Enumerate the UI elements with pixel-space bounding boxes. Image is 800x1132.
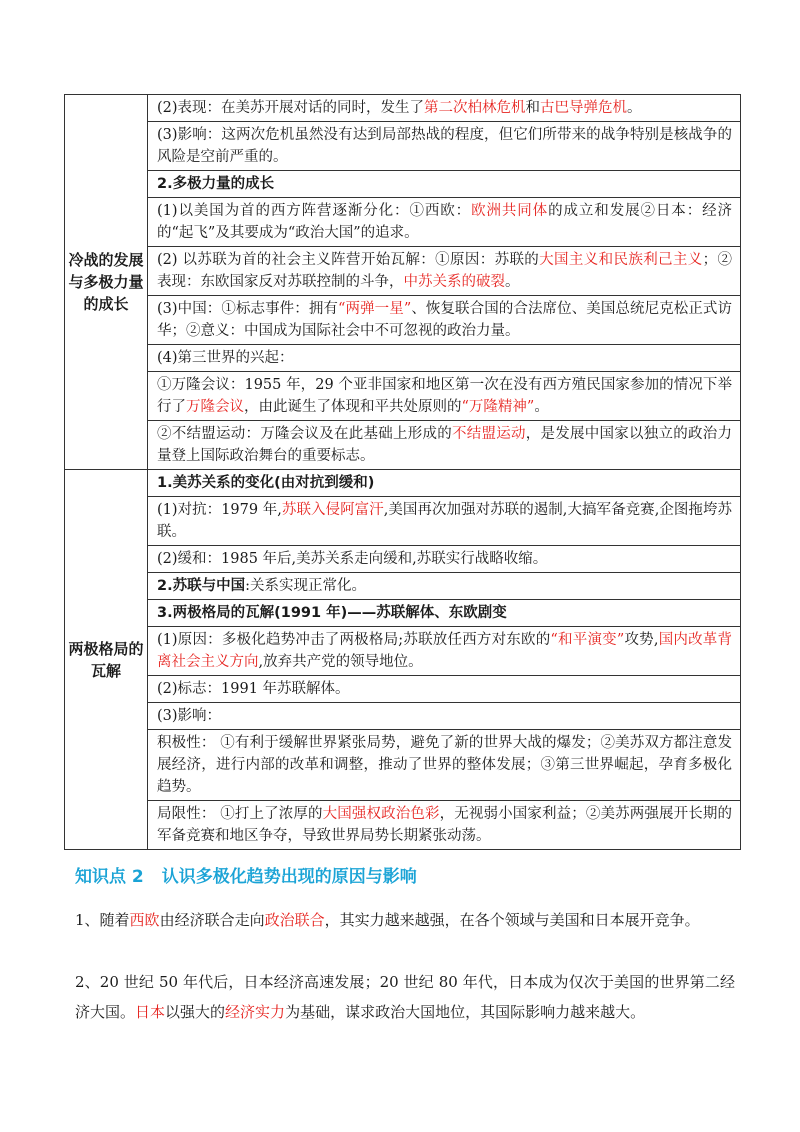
- list-item: (2) 以苏联为首的社会主义阵营开始瓦解：①原因：苏联的大国主义和民族利己主义；②表现：东欧国家反对苏联控制的斗争，中苏关系的破裂。: [148, 247, 740, 296]
- row-label: 冷战的发展与多极力量的成长: [65, 95, 148, 470]
- list-item: 局限性： ①打上了浓厚的大国强权政治色彩，无视弱小国家利益；②美苏两强展开长期的军备竞赛和地区争夺，导致世界局势长期紧张动荡。: [157, 806, 733, 844]
- row-content: [148, 95, 741, 470]
- list-item: 2.苏联与中国:关系实现正常化。: [148, 573, 740, 600]
- list-item: (3)中国：①标志事件：拥有“两弹一星”、恢复联合国的合法席位、美国总统尼克松正式访华；②意义：中国成为国际社会中不可忽视的政治力量。: [148, 296, 740, 345]
- row-content: [148, 470, 741, 850]
- list-item: (2)缓和：1985 年后,美苏关系走向缓和,苏联实行战略收缩。: [148, 546, 740, 573]
- list-item: ①万隆会议：1955 年，29 个亚非国家和地区第一次在没有西方殖民国家参加的情况下举行了万隆会议，由此诞生了体现和平共处原则的“万隆精神”。: [148, 372, 740, 421]
- list-item: (1)以美国为首的西方阵营逐渐分化：①西欧：欧洲共同体的成立和发展②日本：经济的“起飞”及其要成为“政治大国”的追求。: [148, 198, 740, 247]
- subheading: 2.多极力量的成长: [148, 171, 740, 198]
- subheading: 1.美苏关系的变化(由对抗到缓和): [148, 470, 740, 497]
- list-item: (1)原因：多极化趋势冲击了两极格局;苏联放任西方对东欧的“和平演变”攻势,国内改革背离社会主义方向,放弃共产党的领导地位。: [148, 627, 740, 676]
- paragraph: 1、随着西欧由经济联合走向政治联合，其实力越来越强，在各个领域与美国和日本展开竞争。: [75, 911, 700, 929]
- list-item: (2)表现：在美苏开展对话的同时，发生了第二次柏林危机和古巴导弹危机。: [148, 95, 740, 122]
- table-row: [65, 470, 741, 850]
- list-item: ②不结盟运动：万隆会议及在此基础上形成的不结盟运动，是发展中国家以独立的政治力量登上国际政治舞台的重要标志。: [157, 426, 732, 464]
- knowledge-table: [64, 94, 741, 850]
- subheading: 3.两极格局的瓦解(1991 年)——苏联解体、东欧剧变: [148, 600, 740, 627]
- list-item: 积极性： ①有利于缓解世界紧张局势，避免了新的世界大战的爆发；②美苏双方都注意发展经济，进行内部的改革和调整，推动了世界的整体发展；③第三世界崛起，孕育多极化趋势。: [148, 730, 740, 801]
- list-item: (1)对抗：1979 年,苏联入侵阿富汗,美国再次加强对苏联的遏制,大搞军备竞赛,企图拖垮苏联。: [148, 497, 740, 546]
- paragraph: 2、20 世纪 50 年代后，日本经济高速发展；20 世纪 80 年代，日本成为仅次于美国的世界第二经济大国。日本以强大的经济实力为基础，谋求政治大国地位，其国际影响力越来越大。: [75, 973, 735, 1021]
- list-item: (3)影响：: [148, 703, 740, 730]
- section-heading: 知识点 2 认识多极化趋势出现的原因与影响: [75, 867, 417, 887]
- row-label: 两极格局的瓦解: [65, 470, 148, 850]
- list-item: (4)第三世界的兴起：: [148, 345, 740, 372]
- table-row: [65, 95, 741, 470]
- list-item: (2)标志：1991 年苏联解体。: [148, 676, 740, 703]
- list-item: (3)影响：这两次危机虽然没有达到局部热战的程度，但它们所带来的战争特别是核战争的风险是空前严重的。: [148, 122, 740, 171]
